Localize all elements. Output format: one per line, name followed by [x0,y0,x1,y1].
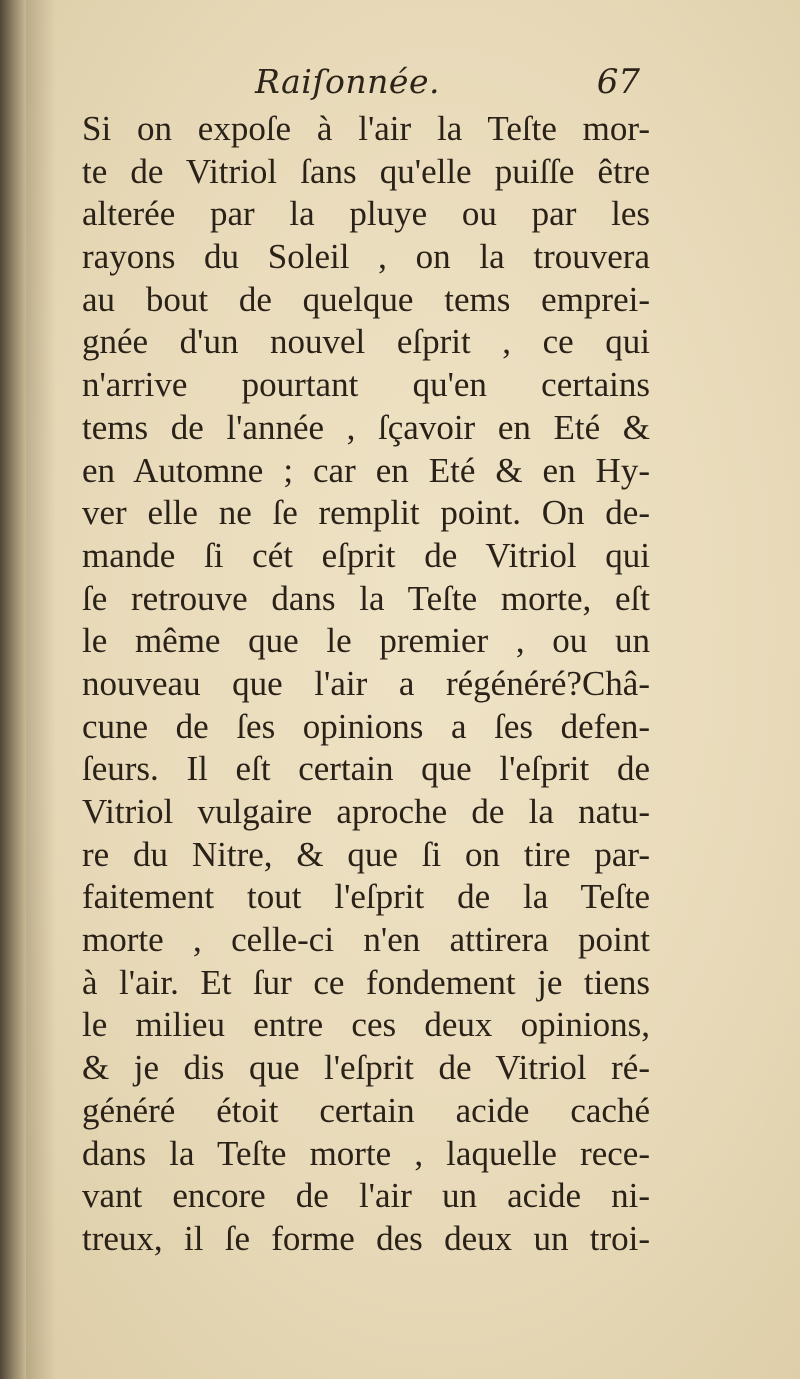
text-line: tems de l'année , ſçavoir en Eté & [82,407,650,447]
text-line: ſe retrouve dans la Teſte morte, eſt [82,578,650,618]
text-line: dans la Teſte morte , laquelle rece- [82,1133,650,1173]
text-line: vant encore de l'air un acide ni- [82,1176,650,1216]
page-header [80,62,650,112]
text-line: ſeurs. Il eſt certain que l'eſprit de [82,749,650,789]
text-line: re du Nitre, & que ſi on tire par- [82,834,650,874]
running-title: Raiſonnée. [255,62,440,101]
page-number: 67 [596,62,640,102]
text-line: en Automne ; car en Eté & en Hy- [82,450,650,490]
text-line: faitement tout l'eſprit de la Teſte [82,877,650,917]
text-line: n'arrive pourtant qu'en certains [82,365,650,405]
gutter-shadow [26,0,56,1379]
text-line: & je dis que l'eſprit de Vitriol ré- [82,1048,650,1088]
text-line: Si on expoſe à l'air la Teſte mor- [82,109,650,148]
text-line: alterée par la pluye ou par les [82,194,650,234]
text-line: le milieu entre ces deux opinions, [82,1005,650,1045]
text-line: à l'air. Et ſur ce fondement je tiens [82,962,650,1002]
text-line: treux, il ſe forme des deux un troi- [82,1218,650,1258]
book-binding [0,0,26,1379]
text-line: nouveau que l'air a régénéré?Châ- [82,663,650,703]
text-line: gnée d'un nouvel eſprit , ce qui [82,322,650,362]
text-line: mande ſi cét eſprit de Vitriol qui [82,535,650,575]
text-line: te de Vitriol ſans qu'elle puiſſe être [82,151,650,191]
text-line: morte , celle-ci n'en attirera point [82,920,650,960]
text-line: Vitriol vulgaire aproche de la natu- [82,792,650,831]
text-line: le même que le premier , ou un [82,621,650,661]
text-line: rayons du Soleil , on la trouvera [82,237,650,277]
body-text [82,108,650,1261]
text-line: cune de ſes opinions a ſes defen- [82,706,650,746]
text-line: ver elle ne ſe remplit point. On de- [82,493,650,533]
text-line: généré étoit certain acide caché [82,1090,650,1130]
text-line: au bout de quelque tems emprei- [82,279,650,319]
